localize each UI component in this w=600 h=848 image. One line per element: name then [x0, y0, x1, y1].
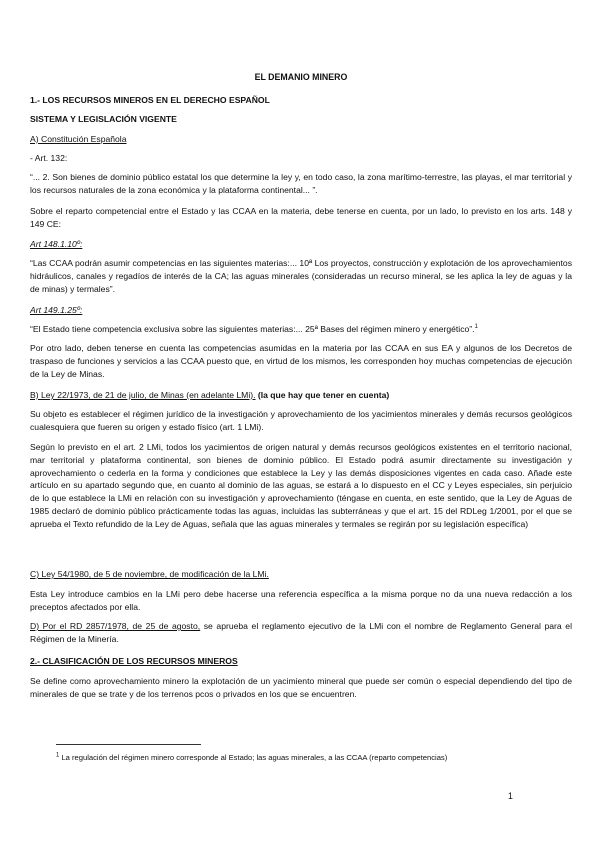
otro-lado-paragraph: Por otro lado, deben tenerse en cuenta las competencias asumidas en la materia por las CCAA en sus EA y algunos de los Decretos de traspaso de funciones y servicios a las CCAA puesto que, en virtud de los mismos, les corresponden hoy muchas competencias de ejecución de la Ley de Minas.	[30, 343, 572, 379]
heading-c: C) Ley 54/1980, de 5 de noviembre, de modificación de la LMi.	[30, 569, 269, 579]
segun-paragraph: Según lo previsto en el art. 2 LMi, todos los yacimientos de origen natural y demás recursos geológicos existentes en el territorio nacional, mar territorial y plataforma continental, son bienes de dominio público. El Estado podrá asumir directamente su investigación y aprovechamiento o cederla en la forma y condiciones que establece la Ley y las demás disposiciones vigentes en cada caso. Añade este artículo en su apartado segundo que, en cuanto al dominio de las aguas, se estará a lo dispuesto en el CC y Leyes especiales, sin perjuicio de lo que establece la LMi en relación con su investigación y aprovechamiento (téngase en cuenta, en este sentido, que la Ley de Aguas de 1985 declaró de dominio público prácticamente todas las aguas, incluidas las subterráneas y que el art. 15 del RDLeg 1/2001, por el que se aprueba el Texto refundido de la Ley de Aguas, señala que las aguas minerales y termales se regirán por su legislación específica)	[30, 442, 572, 529]
section-2-heading: 2.- CLASIFICACIÓN DE LOS RECURSOS MINEROS	[30, 656, 238, 666]
document-title: EL DEMANIO MINERO	[254, 72, 348, 82]
definition-paragraph: Se define como aprovechamiento minero la explotación de un yacimiento mineral que puede ser común o especial dependiendo del tipo de minerales de que se trate y de los terrenos pcos o privados en los que se encuentren.	[30, 676, 572, 699]
heading-d	[30, 620, 572, 646]
footnote-text: La regulación del régimen minero corresponde al Estado; las aguas minerales, a las CCAA (reparto competencias)	[59, 753, 448, 762]
heading-b-note: (la que hay que tener en cuenta)	[255, 390, 390, 400]
heading-a: A) Constitución Española	[30, 134, 127, 144]
heading-b-title: B) Ley 22/1973, de 21 de julio, de Minas (en adelante LMi).	[30, 390, 256, 400]
quote-art-148: “Las CCAA podrán asumir competencias en las siguientes materias:... 10ª Los proyectos, construcción y explotación de los aprovechamientos hidráulicos, canales y regadíos de interés de la CA; las aguas minerales (consideradas un recurso mineral, se les aplica la ley de aguas y la de minas) y termales”.	[30, 258, 572, 294]
document-page	[30, 0, 572, 848]
quote-art-149	[30, 323, 572, 336]
art-149-label: Art 149.1.25º:	[30, 305, 83, 315]
heading-c-text: Esta Ley introduce cambios en la LMi pero debe hacerse una referencia específica a la misma porque no da una nueva redacción a los preceptos afectados por ella.	[30, 589, 572, 612]
section-1-heading: 1.- LOS RECURSOS MINEROS EN EL DERECHO ESPAÑOL	[30, 95, 270, 105]
footnote-number: 1	[56, 752, 60, 759]
art-132-label: - Art. 132:	[30, 153, 68, 163]
quote-art-132: “... 2. Son bienes de dominio público estatal los que determine la ley y, en todo caso, la zona marítimo-terrestre, las playas, el mar territorial y los recursos naturales de la zona económica y la plataforma continental... ”.	[30, 172, 572, 195]
quote-art-149-text: “El Estado tiene competencia exclusiva sobre las siguientes materias:... 25ª Bases del régimen minero y energético”.	[30, 324, 475, 334]
subsection-heading: SISTEMA Y LEGISLACIÓN VIGENTE	[30, 114, 177, 124]
footnote	[56, 752, 526, 764]
objeto-paragraph: Su objeto es establecer el régimen jurídico de la investigación y aprovechamiento de los yacimientos minerales y demás recursos geológicos cualesquiera que fueren su origen y estado físico (art. 1 LMi).	[30, 409, 572, 432]
heading-d-title: D) Por el RD 2857/1978, de 25 de agosto,	[30, 621, 201, 631]
reparto-paragraph: Sobre el reparto competencial entre el Estado y las CCAA en la materia, debe tenerse en cuenta, por un lado, lo previsto en los arts. 148 y 149 CE:	[30, 206, 572, 229]
page-number: 1	[508, 791, 513, 801]
footnote-marker: 1	[474, 324, 478, 331]
heading-d-text: se aprueba el reglamento ejecutivo de la LMi con el nombre de Reglamento General para el Régimen de la Minería.	[30, 621, 572, 644]
heading-b	[30, 389, 572, 402]
footnote-separator	[56, 744, 201, 745]
art-148-label: Art 148.1.10º:	[30, 239, 83, 249]
